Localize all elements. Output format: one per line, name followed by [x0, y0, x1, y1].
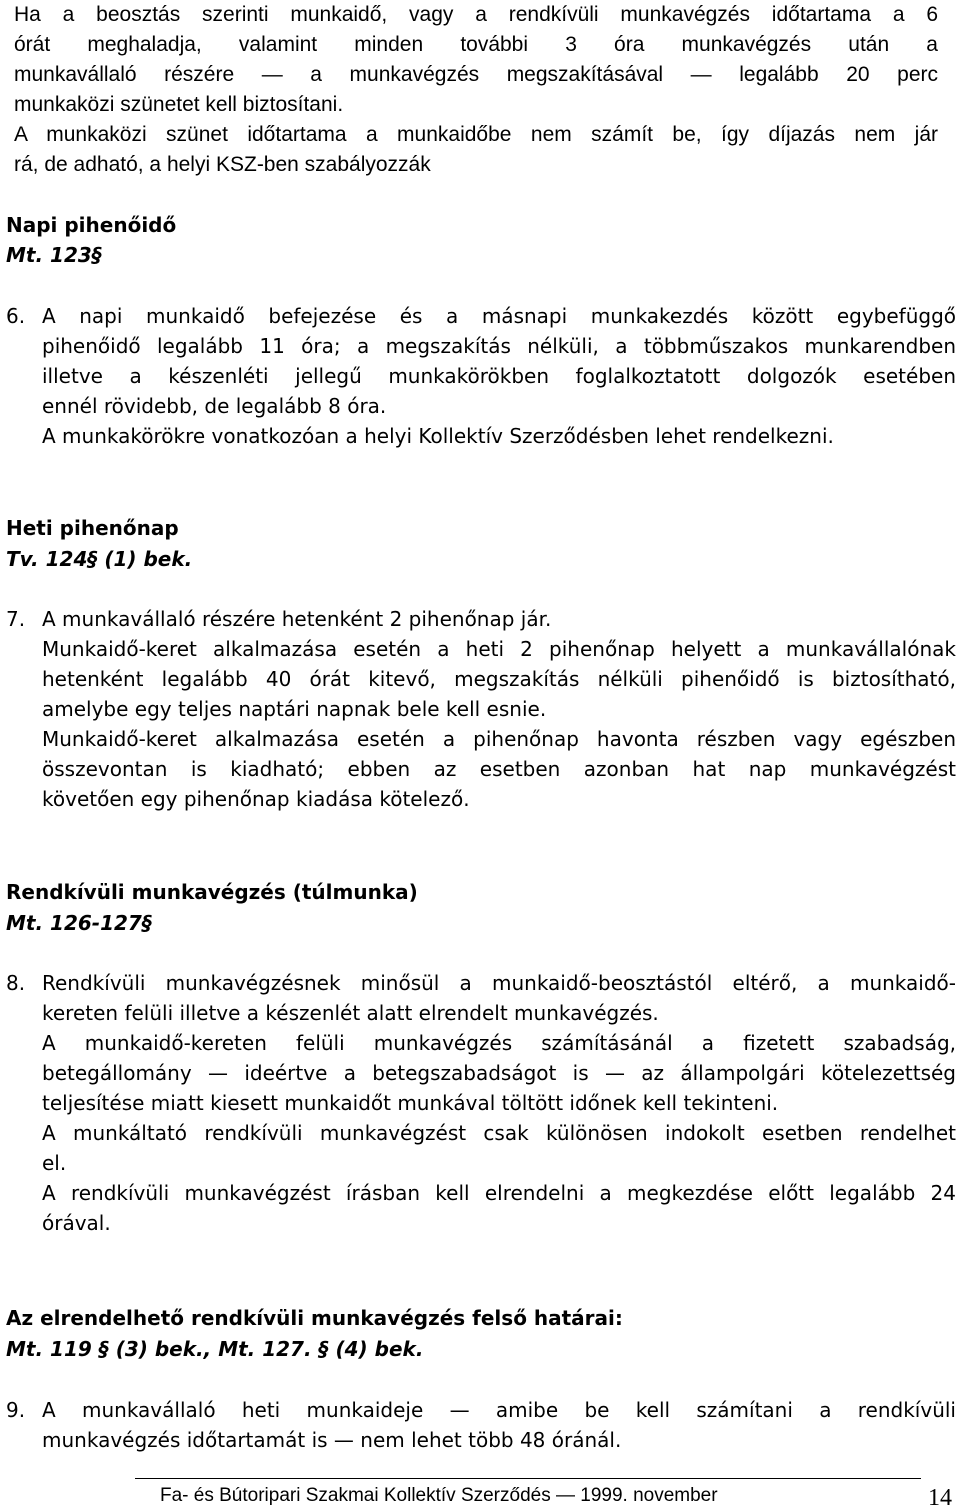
body-line: órával. — [42, 1211, 111, 1235]
body-line: Rendkívüli munkavégzésnek minősül a munkaidő-beosztástól eltérő, a munkaidő- — [42, 971, 956, 995]
body-line: Munkaidő-keret alkalmazása esetén a heti 2 pihenőnap helyett a munkavállalónak — [42, 637, 956, 661]
body-line: A munkakörökre vonatkozóan a helyi Kollektív Szerződésben lehet rendelkezni. — [42, 424, 834, 448]
intro-line: rá, de adható, a helyi KSZ-ben szabályozzák — [14, 153, 431, 176]
body-line: A munkavállaló heti munkaideje — amibe be kell számítani a rendkívüli — [42, 1398, 956, 1422]
legal-reference-napi: Mt. 123§ — [6, 243, 102, 267]
body-line: Munkaidő-keret alkalmazása esetén a pihenőnap havonta részben vagy egészben — [42, 727, 956, 751]
body-line: A munkáltató rendkívüli munkavégzést csak különösen indokolt esetben rendelhet — [42, 1121, 956, 1145]
item-number-8: 8. — [6, 971, 26, 995]
legal-reference-rendkivuli: Mt. 126-127§ — [6, 911, 152, 935]
section-heading-napi: Napi pihenőidő — [6, 213, 177, 237]
item-body-6 — [42, 301, 956, 451]
footer-rule — [135, 1478, 921, 1479]
intro-paragraph — [14, 0, 938, 180]
intro-line: munkavállaló részére — a munkavégzés megszakításával — legalább 20 perc — [14, 63, 938, 86]
body-line: teljesítése miatt kiesett munkaidőt munkával töltött időnek kell tekinteni. — [42, 1091, 779, 1115]
body-line: pihenőidő legalább 11 óra; a megszakítás nélküli, a többműszakos munkarendben — [42, 334, 956, 358]
legal-reference-heti: Tv. 124§ (1) bek. — [6, 547, 193, 571]
intro-line: A munkaközi szünet időtartama a munkaidőbe nem számít be, így díjazás nem jár — [14, 123, 938, 146]
body-line: A munkaidő-kereten felüli munkavégzés számításánál a fizetett szabadság, — [42, 1031, 956, 1055]
body-line: összevontan is kiadható; ebben az esetben azonban hat nap munkavégzést — [42, 757, 956, 781]
intro-line: órát meghaladja, valamint minden további 3 óra munkavégzés után a — [14, 33, 938, 56]
body-line: ennél rövidebb, de legalább 8 óra. — [42, 394, 387, 418]
legal-reference-hatarai: Mt. 119 § (3) bek., Mt. 127. § (4) bek. — [6, 1337, 424, 1361]
footer-text: Fa- és Bútoripari Szakmai Kollektív Szerződés — 1999. november — [160, 1485, 718, 1506]
body-line: A munkavállaló részére hetenként 2 pihenőnap jár. — [42, 607, 552, 631]
body-line: betegállomány — ideértve a betegszabadságot is — az állampolgári kötelezettség — [42, 1061, 956, 1085]
body-line: illetve a készenléti jellegű munkakörökben foglalkoztatott dolgozók esetében — [42, 364, 956, 388]
section-heading-rendkivuli: Rendkívüli munkavégzés (túlmunka) — [6, 880, 418, 904]
body-line: amelybe egy teljes naptári napnak bele kell esnie. — [42, 697, 547, 721]
item-number-9: 9. — [6, 1398, 26, 1422]
item-body-8 — [42, 968, 956, 1238]
item-body-7 — [42, 604, 956, 814]
body-line: hetenként legalább 40 órát kitevő, megszakítás nélküli pihenőidő is biztosítható, — [42, 667, 956, 691]
body-line: A napi munkaidő befejezése és a másnapi munkakezdés között egybefüggő — [42, 304, 956, 328]
body-line: A rendkívüli munkavégzést írásban kell elrendelni a megkezdése előtt legalább 24 — [42, 1181, 956, 1205]
intro-line: munkaközi szünetet kell biztosítani. — [14, 93, 344, 116]
body-line: el. — [42, 1151, 67, 1175]
body-line: munkavégzés időtartamát is — nem lehet több 48 óránál. — [42, 1428, 622, 1452]
body-line: kereten felüli illetve a készenlét alatt elrendelt munkavégzés. — [42, 1001, 659, 1025]
page-number: 14 — [928, 1485, 952, 1511]
section-heading-hatarai: Az elrendelhető rendkívüli munkavégzés felső határai: — [6, 1306, 623, 1330]
item-number-7: 7. — [6, 607, 26, 631]
intro-line: Ha a beosztás szerinti munkaidő, vagy a rendkívüli munkavégzés időtartama a 6 — [14, 3, 938, 26]
item-body-9 — [42, 1395, 956, 1455]
item-number-6: 6. — [6, 304, 26, 328]
section-heading-heti: Heti pihenőnap — [6, 516, 179, 540]
body-line: követően egy pihenőnap kiadása kötelező. — [42, 787, 470, 811]
